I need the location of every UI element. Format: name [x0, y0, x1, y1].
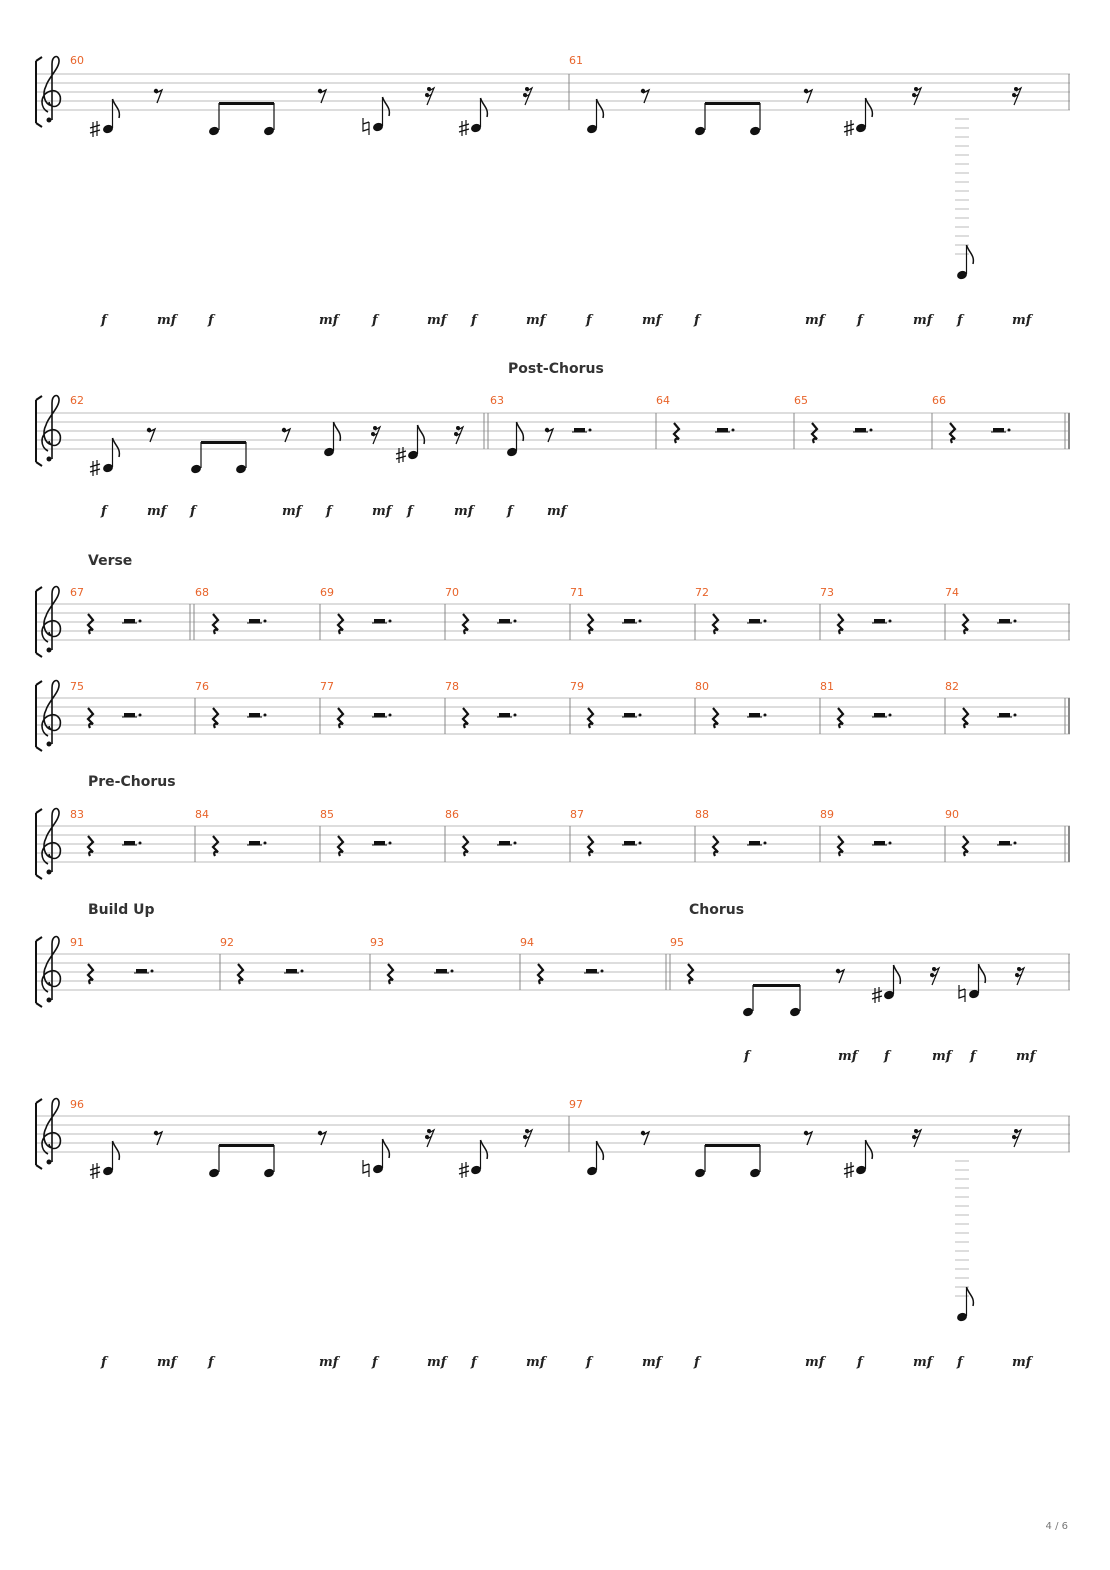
dynamic-mezzo-forte: mf: [157, 1355, 177, 1370]
measure-number: 67: [70, 586, 84, 599]
dynamic-mezzo-forte: mf: [1012, 1355, 1032, 1370]
measure-number: 72: [695, 586, 709, 599]
dynamic-mezzo-forte: mf: [526, 1355, 546, 1370]
treble-clef-icon: [42, 587, 60, 653]
staff-system-7: [36, 1098, 1070, 1322]
measure-number: 73: [820, 586, 834, 599]
dynamic-mezzo-forte: mf: [1012, 313, 1032, 328]
measure-number: 77: [320, 680, 334, 693]
dynamic-mezzo-forte: mf: [913, 313, 933, 328]
eighth-note: [855, 1140, 872, 1175]
eighth-note: [855, 98, 872, 133]
dynamic-forte: f: [101, 313, 107, 328]
dynamic-mezzo-forte: mf: [838, 1049, 858, 1064]
measure-number: 71: [570, 586, 584, 599]
dynamics-row-1: [100, 313, 1034, 328]
eighth-note: [956, 245, 973, 280]
dynamic-forte: f: [694, 1355, 700, 1370]
dynamic-forte: f: [694, 313, 700, 328]
measure-number: 62: [70, 394, 84, 407]
dynamic-mezzo-forte: mf: [319, 1355, 339, 1370]
staff-system-3: [36, 586, 1070, 657]
eighth-note: [968, 964, 985, 999]
section-label-post-chorus: Post-Chorus: [508, 361, 604, 377]
dynamic-mezzo-forte: mf: [805, 313, 825, 328]
measure-number: 86: [445, 808, 459, 821]
measure-number: 70: [445, 586, 459, 599]
measure-number: 76: [195, 680, 209, 693]
sixteenth-rest-icon: [523, 87, 532, 105]
dynamic-forte: f: [372, 1355, 378, 1370]
measure-number: 79: [570, 680, 584, 693]
dynamic-forte: f: [957, 1355, 963, 1370]
measure-number: 63: [490, 394, 504, 407]
dynamic-forte: f: [857, 313, 863, 328]
dynamic-forte: f: [208, 313, 214, 328]
dynamic-forte: f: [744, 1049, 750, 1064]
sixteenth-rest-icon: [523, 1129, 532, 1147]
sixteenth-rest-icon: [1012, 1129, 1021, 1147]
sixteenth-rest-icon: [425, 87, 434, 105]
sixteenth-rest-icon: [912, 87, 921, 105]
dynamics-row-2: [100, 504, 569, 519]
measure-number: 81: [820, 680, 834, 693]
staff-system-4: [36, 680, 1070, 751]
dynamic-forte: f: [407, 504, 413, 519]
dynamic-forte: f: [586, 1355, 592, 1370]
sixteenth-rest-icon: [371, 426, 380, 444]
treble-clef-icon: [42, 1099, 60, 1165]
dynamics-row-6: [743, 1049, 1038, 1064]
eighth-note: [586, 1141, 603, 1176]
dynamic-mezzo-forte: mf: [427, 313, 447, 328]
measure-number: 96: [70, 1098, 84, 1111]
section-label-pre-chorus: Pre-Chorus: [88, 774, 176, 790]
dynamic-mezzo-forte: mf: [454, 504, 474, 519]
staff-system-5: [36, 808, 1070, 879]
page-number: 4 / 6: [1045, 1521, 1068, 1532]
eighth-note: [102, 438, 119, 473]
measure-number: 87: [570, 808, 584, 821]
dynamic-forte: f: [372, 313, 378, 328]
eighth-note: [407, 425, 424, 460]
staff-system-6: [36, 936, 1070, 1017]
measure-number: 88: [695, 808, 709, 821]
measure-number: 92: [220, 936, 234, 949]
sixteenth-rest-icon: [454, 426, 463, 444]
measure-number: 78: [445, 680, 459, 693]
measure-number: 95: [670, 936, 684, 949]
measure-number: 82: [945, 680, 959, 693]
eighth-note: [956, 1287, 973, 1322]
measure-number: 61: [569, 54, 583, 67]
treble-clef-icon: [42, 57, 60, 123]
dynamic-mezzo-forte: mf: [147, 504, 167, 519]
dynamic-forte: f: [190, 504, 196, 519]
dynamic-forte: f: [471, 1355, 477, 1370]
measure-number: 84: [195, 808, 209, 821]
dynamic-forte: f: [586, 313, 592, 328]
dynamic-mezzo-forte: mf: [372, 504, 392, 519]
dynamic-forte: f: [101, 1355, 107, 1370]
dynamic-mezzo-forte: mf: [913, 1355, 933, 1370]
measure-number: 60: [70, 54, 84, 67]
eighth-note: [102, 99, 119, 134]
eighth-note: [102, 1141, 119, 1176]
dynamic-forte: f: [101, 504, 107, 519]
dynamic-forte: f: [507, 504, 513, 519]
eighth-note: [372, 97, 389, 132]
sixteenth-rest-icon: [930, 967, 939, 985]
section-label-chorus: Chorus: [689, 902, 745, 918]
eighth-note: [372, 1139, 389, 1174]
dynamic-forte: f: [208, 1355, 214, 1370]
measure-number: 83: [70, 808, 84, 821]
measure-number: 69: [320, 586, 334, 599]
dynamics-row-7: [100, 1355, 1034, 1370]
ledger-lines: [955, 119, 969, 254]
measure-number: 91: [70, 936, 84, 949]
measure-number: 85: [320, 808, 334, 821]
eighth-note: [470, 98, 487, 133]
dynamic-mezzo-forte: mf: [282, 504, 302, 519]
dynamic-mezzo-forte: mf: [547, 504, 567, 519]
dynamic-forte: f: [970, 1049, 976, 1064]
measure-number: 97: [569, 1098, 583, 1111]
measure-number: 75: [70, 680, 84, 693]
measure-number: 80: [695, 680, 709, 693]
treble-clef-icon: [42, 937, 60, 1003]
dynamic-mezzo-forte: mf: [526, 313, 546, 328]
staff-system-2: [36, 394, 1070, 476]
sixteenth-rest-icon: [425, 1129, 434, 1147]
eighth-note: [883, 965, 900, 1000]
dynamic-forte: f: [957, 313, 963, 328]
dynamic-mezzo-forte: mf: [805, 1355, 825, 1370]
dynamic-mezzo-forte: mf: [427, 1355, 447, 1370]
sixteenth-rest-icon: [1012, 87, 1021, 105]
ledger-lines: [955, 1161, 969, 1296]
treble-clef-icon: [42, 396, 60, 462]
measure-number: 93: [370, 936, 384, 949]
sixteenth-rest-icon: [912, 1129, 921, 1147]
section-label-build-up: Build Up: [88, 902, 155, 918]
eighth-note: [470, 1140, 487, 1175]
measure-number: 94: [520, 936, 534, 949]
dynamic-mezzo-forte: mf: [642, 313, 662, 328]
dynamic-mezzo-forte: mf: [932, 1049, 952, 1064]
measure-number: 74: [945, 586, 959, 599]
treble-clef-icon: [42, 809, 60, 875]
measure-number: 64: [656, 394, 670, 407]
section-label-verse: Verse: [88, 553, 133, 569]
treble-clef-icon: [42, 681, 60, 747]
measure-number: 65: [794, 394, 808, 407]
dynamic-forte: f: [326, 504, 332, 519]
dynamic-mezzo-forte: mf: [642, 1355, 662, 1370]
dynamic-forte: f: [884, 1049, 890, 1064]
dynamic-mezzo-forte: mf: [157, 313, 177, 328]
measure-number: 89: [820, 808, 834, 821]
measure-number: 66: [932, 394, 946, 407]
sixteenth-rest-icon: [1015, 967, 1024, 985]
dynamic-forte: f: [471, 313, 477, 328]
dynamic-forte: f: [857, 1355, 863, 1370]
measure-number: 68: [195, 586, 209, 599]
measure-number: 90: [945, 808, 959, 821]
eighth-note: [586, 99, 603, 134]
dynamic-mezzo-forte: mf: [1016, 1049, 1036, 1064]
dynamic-mezzo-forte: mf: [319, 313, 339, 328]
staff-system-1: [36, 54, 1070, 280]
